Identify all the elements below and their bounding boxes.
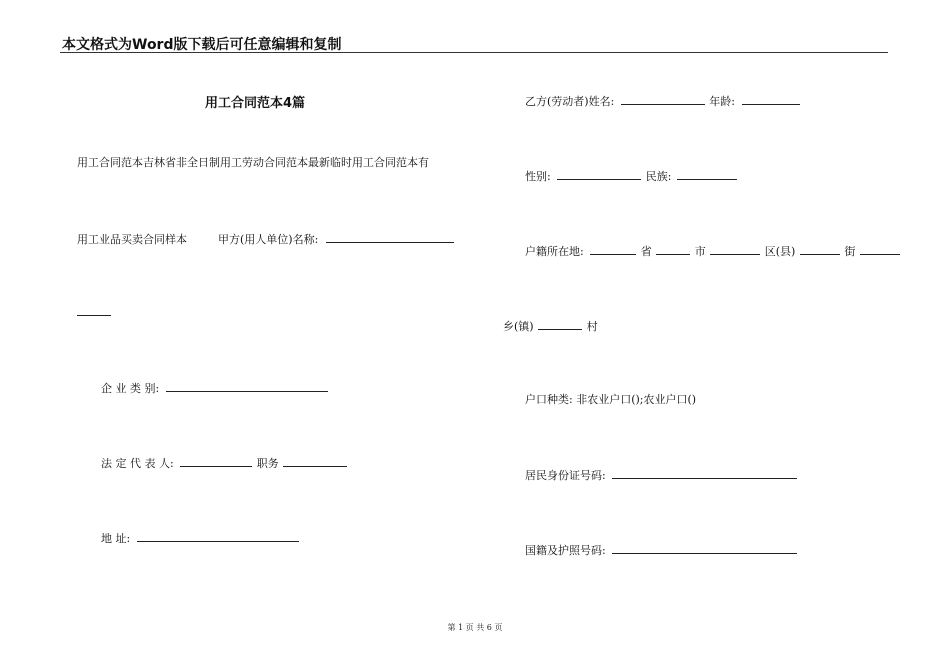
party-b-name-field[interactable] (621, 93, 705, 105)
address-row (101, 530, 300, 546)
party-a-name-continuation[interactable] (77, 304, 111, 320)
township-row (503, 318, 598, 334)
province-field[interactable] (590, 243, 636, 255)
position-field[interactable] (283, 455, 347, 467)
village-field[interactable] (538, 318, 582, 330)
ethnicity-field[interactable] (677, 168, 737, 180)
passport-field[interactable] (612, 542, 797, 554)
legal-rep-field[interactable] (180, 455, 252, 467)
province-label: 省 (640, 245, 652, 258)
ethnicity-label: 民族: (645, 170, 672, 183)
enterprise-type-label: 企 业 类 别: (101, 382, 160, 395)
document-title: 用工合同范本4篇 (205, 96, 306, 111)
city-field[interactable] (656, 243, 690, 255)
address-field[interactable] (137, 530, 299, 542)
passport-label: 国籍及护照号码: (525, 544, 606, 557)
gender-label: 性别: (525, 170, 551, 183)
passport-row (525, 542, 798, 558)
party-b-name-label: 乙方(劳动者)姓名: (525, 95, 615, 108)
enterprise-type-row (101, 380, 329, 396)
id-number-field[interactable] (612, 467, 797, 479)
address-label: 地 址: (101, 532, 131, 545)
party-a-name-field[interactable] (326, 231, 454, 243)
page-footer: 第 1 页 共 6 页 (447, 623, 503, 632)
legal-rep-row (101, 455, 348, 471)
intro-line: 用工合同范本吉林省非全日制用工劳动合同范本最新临时用工合同范本有 (77, 156, 429, 169)
legal-rep-label: 法 定 代 表 人: (101, 457, 174, 470)
party-a-row (77, 231, 455, 247)
household-location-label: 户籍所在地: (525, 245, 584, 258)
gender-field[interactable] (557, 168, 641, 180)
district-field[interactable] (710, 243, 760, 255)
position-label: 职务 (256, 457, 279, 470)
id-number-row (525, 467, 798, 483)
document-banner: 本文格式为Word版下载后可任意编辑和复制 (62, 37, 342, 53)
enterprise-type-field[interactable] (166, 380, 328, 392)
id-number-label: 居民身份证号码: (525, 469, 606, 482)
sample-label: 用工业品买卖合同样本 (77, 233, 187, 246)
street-field[interactable] (800, 243, 840, 255)
party-b-name-row (525, 93, 801, 109)
street-label: 街 (844, 245, 856, 258)
city-label: 市 (694, 245, 706, 258)
village-label: 村 (586, 320, 598, 333)
age-label: 年龄: (709, 95, 736, 108)
banner-rule (60, 52, 888, 53)
household-location-row (525, 243, 901, 259)
household-type-row: 户口种类: 非农业户口();农业户口() (525, 393, 697, 406)
gender-row (525, 168, 738, 184)
township-label: 乡(镇) (503, 320, 534, 333)
street-field-2[interactable] (860, 243, 900, 255)
district-label: 区(县) (764, 245, 796, 258)
party-a-label: 甲方(用人单位)名称: (218, 233, 319, 246)
age-field[interactable] (742, 93, 800, 105)
